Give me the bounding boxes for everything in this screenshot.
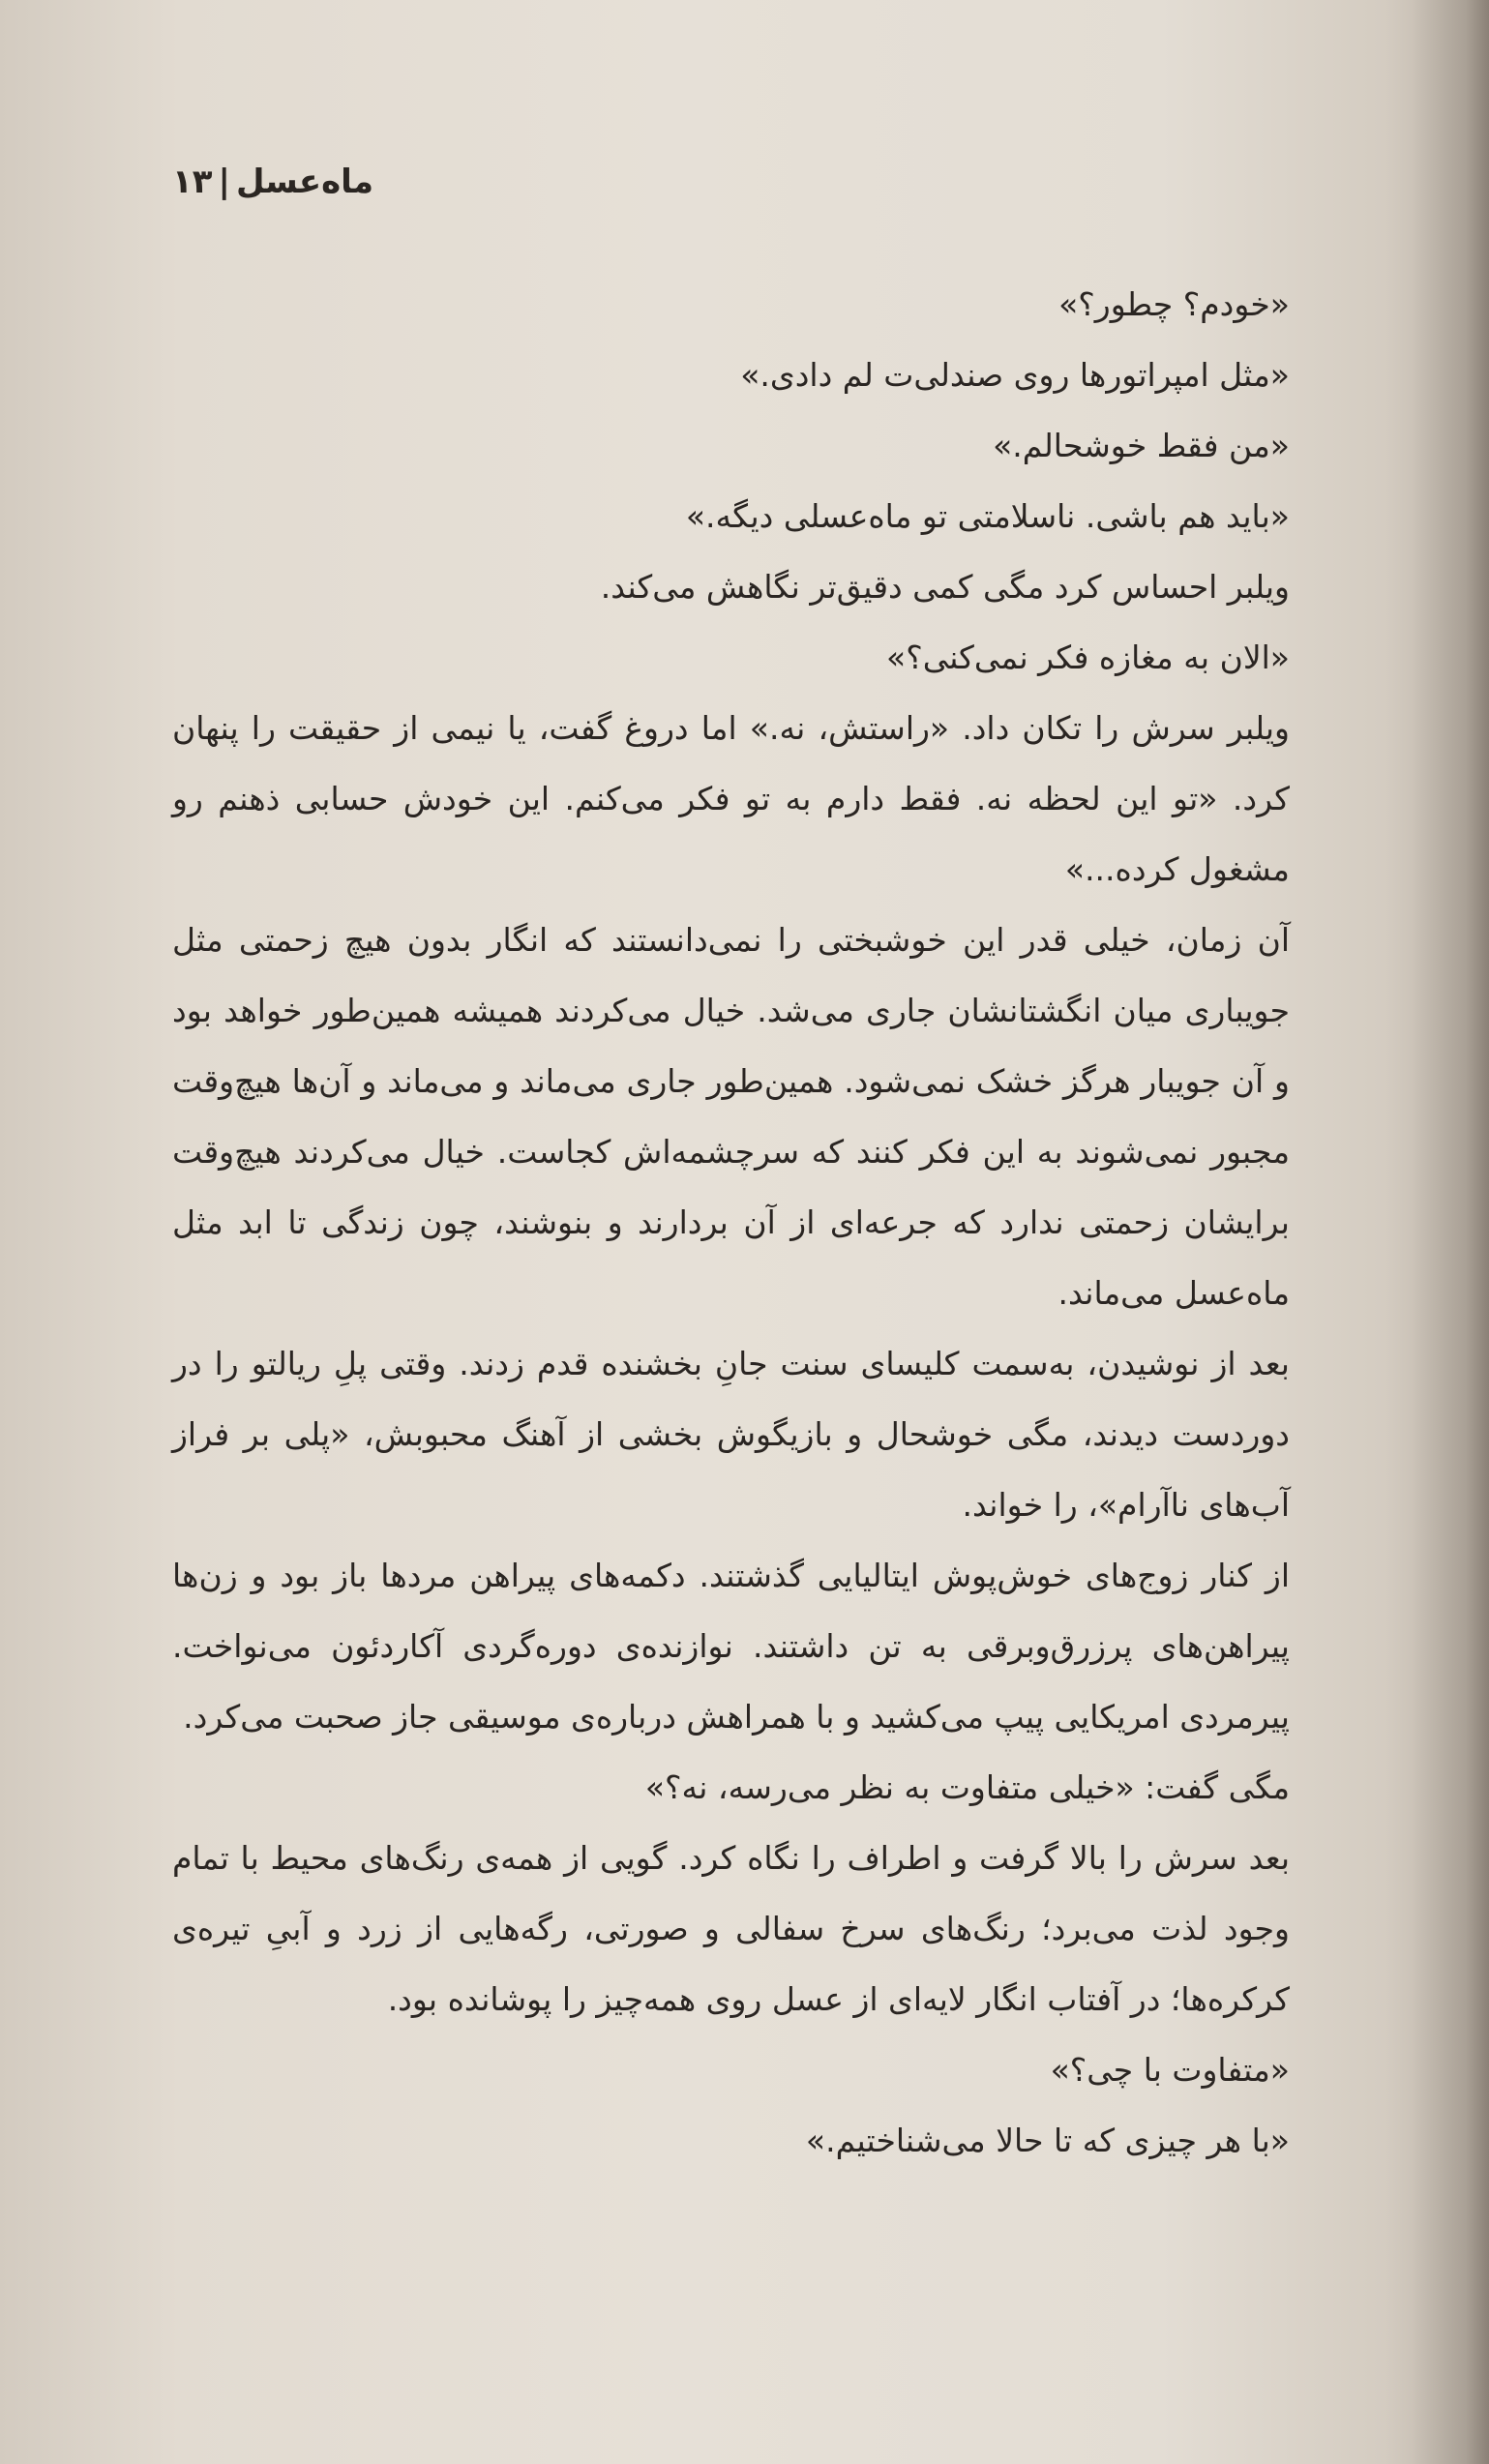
dialogue-line: «الان به مغازه فکر نمی‌کنی؟» xyxy=(886,638,1290,676)
dialogue-line: «متفاوت با چی؟» xyxy=(1050,2051,1290,2089)
dialogue-line: «من فقط خوشحالم.» xyxy=(993,427,1290,464)
running-header xyxy=(172,163,373,201)
dialogue-line: مگی گفت: «خیلی متفاوت به نظر می‌رسه، نه؟» xyxy=(644,1768,1290,1806)
narration-line: ویلبر احساس کرد مگی کمی دقیق‌تر نگاهش می‌کند. xyxy=(600,568,1290,606)
paragraph: بعد سرش را بالا گرفت و اطراف را نگاه کرد. گویی از همه‌ی رنگ‌های محیط با تمام وجود لذت می‌برد؛ رنگ‌های سرخ سفالی و صورتی، رگه‌هایی از زرد و آبیِ تیره‌ی کرکره‌ها؛ در آفتاب انگار لایه‌ای از عسل روی همه‌چیز را پوشانده بود. xyxy=(172,1839,1290,2018)
paragraph: آن زمان، خیلی قدر این خوشبختی را نمی‌دانستند که انگار بدون هیچ زحمتی مثل جویباری میان انگشتانشان جاری می‌شد. خیال می‌کردند همیشه همین‌طور خواهد بود و آن جویبار هرگز خشک نمی‌شود. همین‌طور جاری می‌ماند و می‌ماند و آن‌ها هیچ‌وقت مجبور نمی‌شوند به این فکر کنند که سرچشمه‌اش کجاست. خیال می‌کردند هیچ‌وقت برایشان زحمتی ندارد که جرعه‌ای از آن بردارند و بنوشند، چون زندگی تا ابد مثل ماه‌عسل می‌ماند. xyxy=(172,921,1290,1312)
dialogue-line: «مثل امپراتورها روی صندلی‌ت لم دادی.» xyxy=(740,356,1290,394)
dialogue-line: «با هر چیزی که تا حالا می‌شناختیم.» xyxy=(805,2122,1290,2159)
paragraph: بعد از نوشیدن، به‌سمت کلیسای سنت جانِ بخشنده قدم زدند. وقتی پلِ ریالتو را در دوردست دیدند، مگی خوشحال و بازیگوش بخشی از آهنگ محبوبش، «پلی بر فراز آب‌های ناآرام»، را خواند. xyxy=(172,1345,1290,1524)
paragraph: ویلبر سرش را تکان داد. «راستش، نه.» اما دروغ گفت، یا نیمی از حقیقت را پنهان کرد. «تو این لحظه نه. فقط دارم به تو فکر می‌کنم. این خودش حسابی ذهنم رو مشغول کرده...» xyxy=(172,709,1290,888)
page-number: ۱۳ xyxy=(172,163,213,201)
paragraph: از کنار زوج‌های خوش‌پوش ایتالیایی گذشتند. دکمه‌های پیراهن مردها باز بود و زن‌ها پیراهن‌های پرزرق‌وبرقی به تن داشتند. نوازنده‌ی دوره‌گردی آکاردئون می‌نواخت. پیرمردی امریکایی پیپ می‌کشید و با همراهش درباره‌ی موسیقی جاز صحبت می‌کرد. xyxy=(172,1557,1290,1736)
book-title: ماه‌عسل xyxy=(235,163,373,201)
header-separator: | xyxy=(218,163,230,201)
dialogue-line: «باید هم باشی. ناسلامتی تو ماه‌عسلی دیگه.» xyxy=(685,497,1290,535)
dialogue-line: «خودم؟ چطور؟» xyxy=(1058,285,1290,323)
page-body xyxy=(172,269,1290,2176)
